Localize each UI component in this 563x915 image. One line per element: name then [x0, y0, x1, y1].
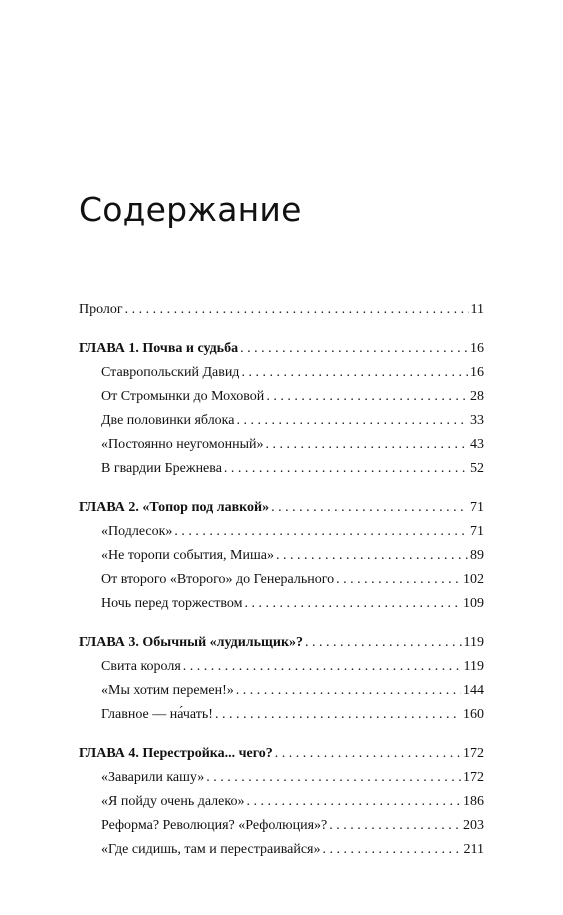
toc-section-label: Ночь перед торжеством: [101, 596, 243, 611]
toc-section-label: «Подлесок»: [101, 524, 173, 539]
toc-page-number: 160: [463, 707, 484, 722]
dot-leader: [125, 298, 469, 322]
toc-page-number: 16: [470, 365, 484, 380]
toc-section: [79, 655, 484, 679]
dot-leader: [183, 655, 462, 679]
toc-page-number: 102: [463, 572, 484, 587]
toc-page-number: 186: [463, 794, 484, 809]
toc-chapter-2: [79, 496, 484, 520]
page-title: Содержание: [79, 190, 302, 229]
toc-chapter-label: ГЛАВА 2. «Топор под лавкой»: [79, 500, 270, 515]
toc-section-label: Главное — на́чать!: [101, 707, 213, 722]
toc-section-label: «Я пойду очень далеко»: [101, 794, 245, 809]
toc-page-number: 43: [470, 437, 484, 452]
toc-section-label: Свита короля: [101, 659, 181, 674]
toc-section: [79, 790, 484, 814]
toc-section: [79, 361, 484, 385]
dot-leader: [275, 742, 461, 766]
dot-leader: [206, 766, 461, 790]
toc-page-number: 28: [470, 389, 484, 404]
dot-leader: [240, 337, 468, 361]
toc-chapter-4: [79, 742, 484, 766]
toc-section-label: «Не торопи события, Миша»: [101, 548, 274, 563]
dot-leader: [322, 838, 461, 862]
dot-leader: [276, 544, 468, 568]
toc-chapter-1: [79, 337, 484, 361]
toc-page-number: 211: [463, 842, 484, 857]
toc-section-label: «Мы хотим перемен!»: [101, 683, 234, 698]
toc-section-label: «Постоянно неугомонный»: [101, 437, 264, 452]
toc-page-number: 89: [470, 548, 484, 563]
toc-section: [79, 385, 484, 409]
dot-leader: [266, 433, 469, 457]
toc-section: [79, 409, 484, 433]
dot-leader: [241, 361, 468, 385]
toc-page-number: 172: [463, 746, 484, 761]
toc-chapter-label: ГЛАВА 3. Обычный «лудильщик»?: [79, 635, 304, 650]
toc-section: [79, 679, 484, 703]
toc-entry-prologue: [79, 298, 484, 322]
toc-section-label: «Заварили кашу»: [101, 770, 205, 785]
toc-section: [79, 592, 484, 616]
toc-page-number: 119: [463, 635, 484, 650]
toc-page-number: 119: [463, 659, 484, 674]
toc-chapter-label: ГЛАВА 1. Почва и судьба: [79, 341, 239, 356]
toc-section: [79, 766, 484, 790]
dot-leader: [224, 457, 468, 481]
dot-leader: [271, 496, 468, 520]
toc-section: [79, 520, 484, 544]
toc-chapter-3: [79, 631, 484, 655]
toc-chapter-label: ГЛАВА 4. Перестройка... чего?: [79, 746, 273, 761]
dot-leader: [329, 814, 461, 838]
dot-leader: [174, 520, 468, 544]
toc-section: [79, 544, 484, 568]
toc-page-number: 109: [463, 596, 484, 611]
toc-page-number: 71: [470, 524, 484, 539]
toc-page-number: 71: [470, 500, 484, 515]
toc-page-number: 11: [470, 302, 484, 317]
toc-section-label: «Где сидишь, там и перестраивайся»: [101, 842, 321, 857]
dot-leader: [236, 409, 468, 433]
toc-section-label: От второго «Второго» до Генерального: [101, 572, 335, 587]
toc-page-number: 33: [470, 413, 484, 428]
toc-page-number: 16: [470, 341, 484, 356]
dot-leader: [305, 631, 462, 655]
table-of-contents: [79, 298, 484, 862]
toc-section-label: Реформа? Революция? «Рефолюция»?: [101, 818, 328, 833]
dot-leader: [244, 592, 461, 616]
toc-page-number: 172: [463, 770, 484, 785]
toc-section: [79, 703, 484, 727]
toc-section-label: В гвардии Брежнева: [101, 461, 222, 476]
dot-leader: [246, 790, 461, 814]
toc-section-label: Две половинки яблока: [101, 413, 235, 428]
toc-section: [79, 838, 484, 862]
toc-section-label: Ставропольский Давид: [101, 365, 240, 380]
toc-page-number: 203: [463, 818, 484, 833]
toc-section: [79, 568, 484, 592]
dot-leader: [336, 568, 461, 592]
toc-section: [79, 814, 484, 838]
toc-entry-label: Пролог: [79, 302, 123, 317]
toc-page-number: 144: [463, 683, 484, 698]
toc-page-number: 52: [470, 461, 484, 476]
dot-leader: [215, 703, 461, 727]
dot-leader: [236, 679, 461, 703]
dot-leader: [266, 385, 468, 409]
toc-section: [79, 433, 484, 457]
toc-section: [79, 457, 484, 481]
toc-section-label: От Стромынки до Моховой: [101, 389, 265, 404]
